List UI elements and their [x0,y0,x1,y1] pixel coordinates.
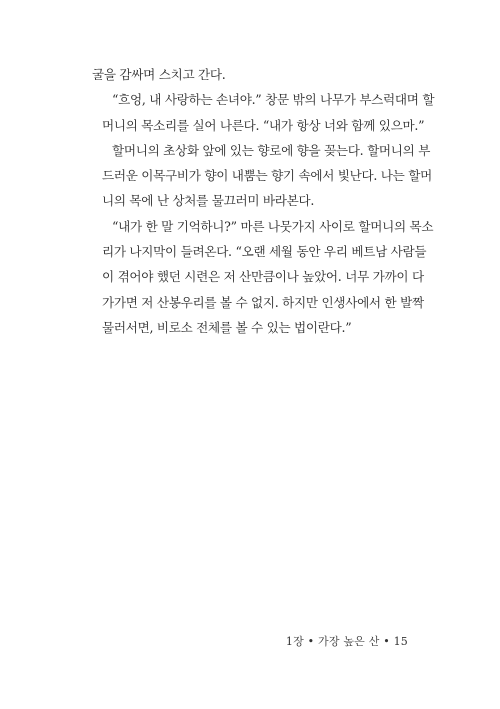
text-line: 가가면 저 산봉우리를 볼 수 없지. 하지만 인생사에서 한 발짝 [102,294,424,310]
text-line: 굴을 감싸며 스치고 간다. [92,67,226,82]
text-line: 리가 나지막이 들려온다. “오랜 세월 동안 우리 베트남 사람들 [102,244,427,260]
body-text [92,62,435,340]
text-line: 할머니의 초상화 앞에 있는 향로에 향을 꽂는다. 할머니의 부 [112,142,431,158]
text-line: 물러서면, 비로소 전체를 볼 수 있는 법이란다.” [102,319,352,335]
text-line: “흐엉, 내 사랑하는 손녀야.” 창문 밖의 나무가 부스럭대며 할 [112,92,435,108]
paragraph [92,62,408,87]
text-line: 드러운 이목구비가 향이 내뿜는 향기 속에서 빛난다. 나는 할머 [102,168,432,184]
paragraph [92,138,432,214]
text-line: 머니의 목소리를 실어 나른다. “내가 항상 너와 함께 있으마.” [102,117,425,133]
paragraph [92,87,435,138]
text-line: “내가 한 말 기억하니?” 마른 나뭇가지 사이로 할머니의 목소 [112,218,434,234]
text-line: 니의 목에 난 상처를 물끄러미 바라본다. [102,193,315,209]
running-footer: 1장 • 가장 높은 산 • 15 [285,635,408,648]
text-line: 이 겪어야 했던 시련은 저 산만큼이나 높았어. 너무 가까이 다 [102,269,424,285]
paragraph [92,214,434,340]
